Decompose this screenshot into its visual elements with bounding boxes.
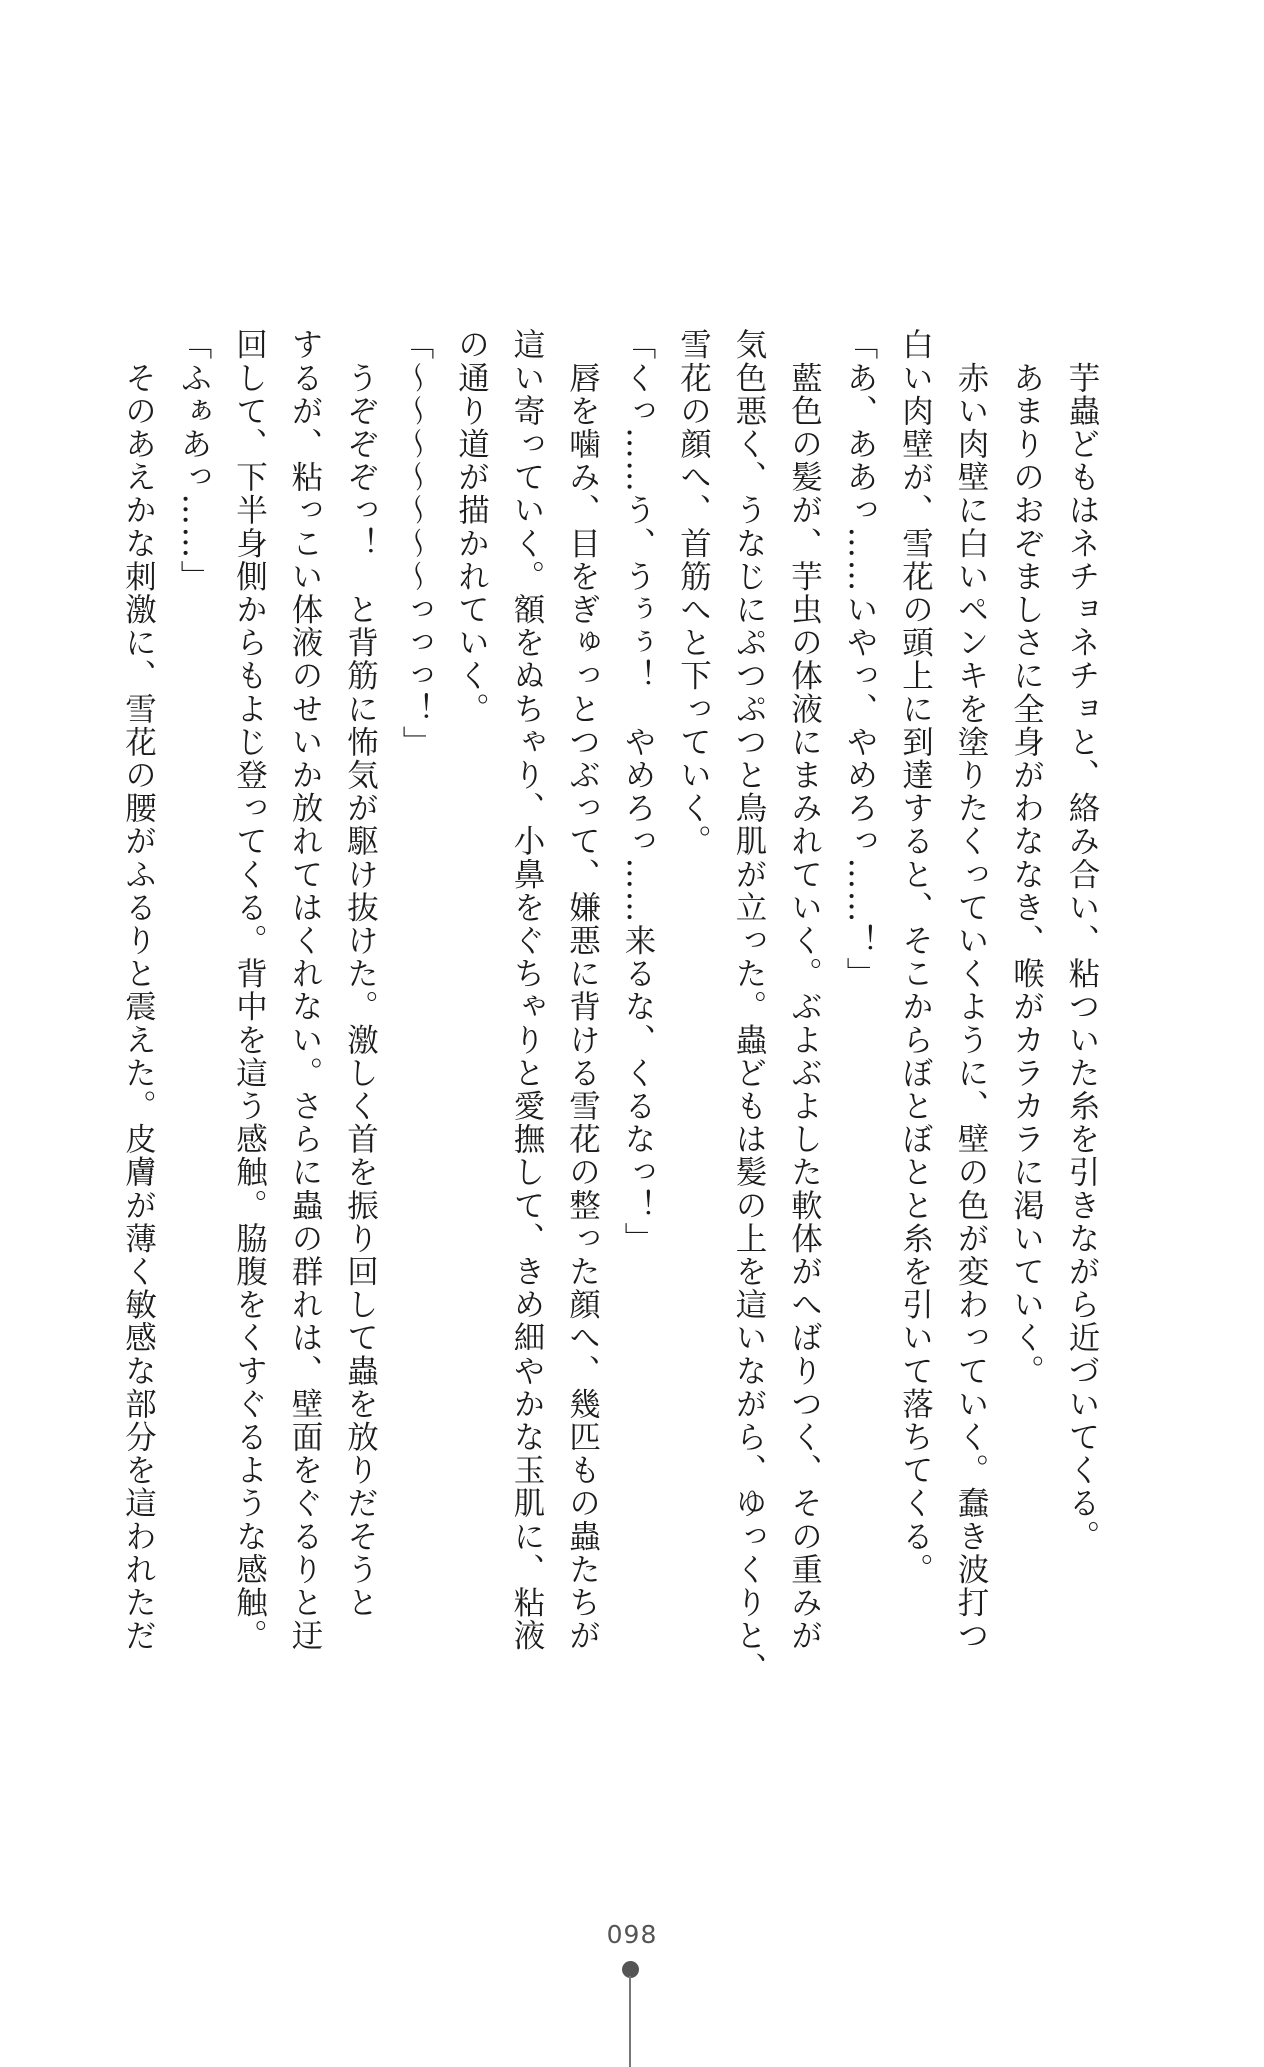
text-line: 「あ、ああっ……いやっ、やめろっ……！」: [842, 328, 878, 990]
text-line: するが、粘っこい体液のせいか放れてはくれない。さらに蟲の群れは、壁面をぐるりと迂: [287, 328, 323, 1652]
body-text: [110, 328, 1109, 1708]
text-line: 「ふぁあっ……」: [176, 328, 212, 593]
text-line: 芋蟲どもはネチョネチョと、絡み合い、粘ついた糸を引きながら近づいてくる。: [1064, 328, 1100, 1553]
text-line: の通り道が描かれていく。: [453, 328, 490, 726]
text-line: 這い寄っていく。額をぬちゃり、小鼻をぐちゃりと愛撫して、きめ細やかな玉肌に、粘液: [509, 328, 545, 1652]
page-number: 098: [606, 1920, 658, 1949]
text-line: 唇を噛み、目をぎゅっとつぶって、嫌悪に背ける雪花の整った顔へ、幾匹もの蟲たちが: [564, 328, 601, 1652]
text-line: あまりのおぞましさに全身がわななき、喉がカラカラに渇いていく。: [1008, 328, 1045, 1388]
text-line: うぞぞぞっ！ と背筋に怖気が駆け抜けた。激しく首を振り回して蟲を放りだそうと: [342, 328, 379, 1619]
text-line: そのあえかな刺激に、雪花の腰がふるりと震えた。皮膚が薄く敏感な部分を這われただ: [120, 328, 157, 1652]
text-line: 雪花の顔へ、首筋へと下っていく。: [675, 328, 712, 858]
text-line: 赤い肉壁に白いペンキを塗りたくっていくように、壁の色が変わっていく。蠢き波打つ: [953, 328, 989, 1652]
text-line: 気色悪く、うなじにぷつぷつと鳥肌が立った。蟲どもは髪の上を這いながら、ゆっくりと、: [731, 328, 767, 1686]
text-line: 「〜〜〜〜〜〜〜っっっ！」: [398, 328, 434, 759]
text-line: 「くっ……う、うぅぅ！ やめろっ……来るな、くるなっ！」: [620, 328, 656, 1255]
page-marker-line: [629, 1976, 631, 2067]
text-line: 白い肉壁が、雪花の頭上に到達すると、そこからぼとぼとと糸を引いて落ちてくる。: [897, 328, 934, 1586]
text-line: 藍色の髪が、芋虫の体液にまみれていく。ぶよぶよした軟体がへばりつく、その重みが: [786, 328, 823, 1652]
text-line: 回して、下半身側からもよじ登ってくる。背中を這う感触。脇腹をくすぐるような感触。: [231, 328, 268, 1652]
page-footer: [0, 1920, 1264, 2067]
